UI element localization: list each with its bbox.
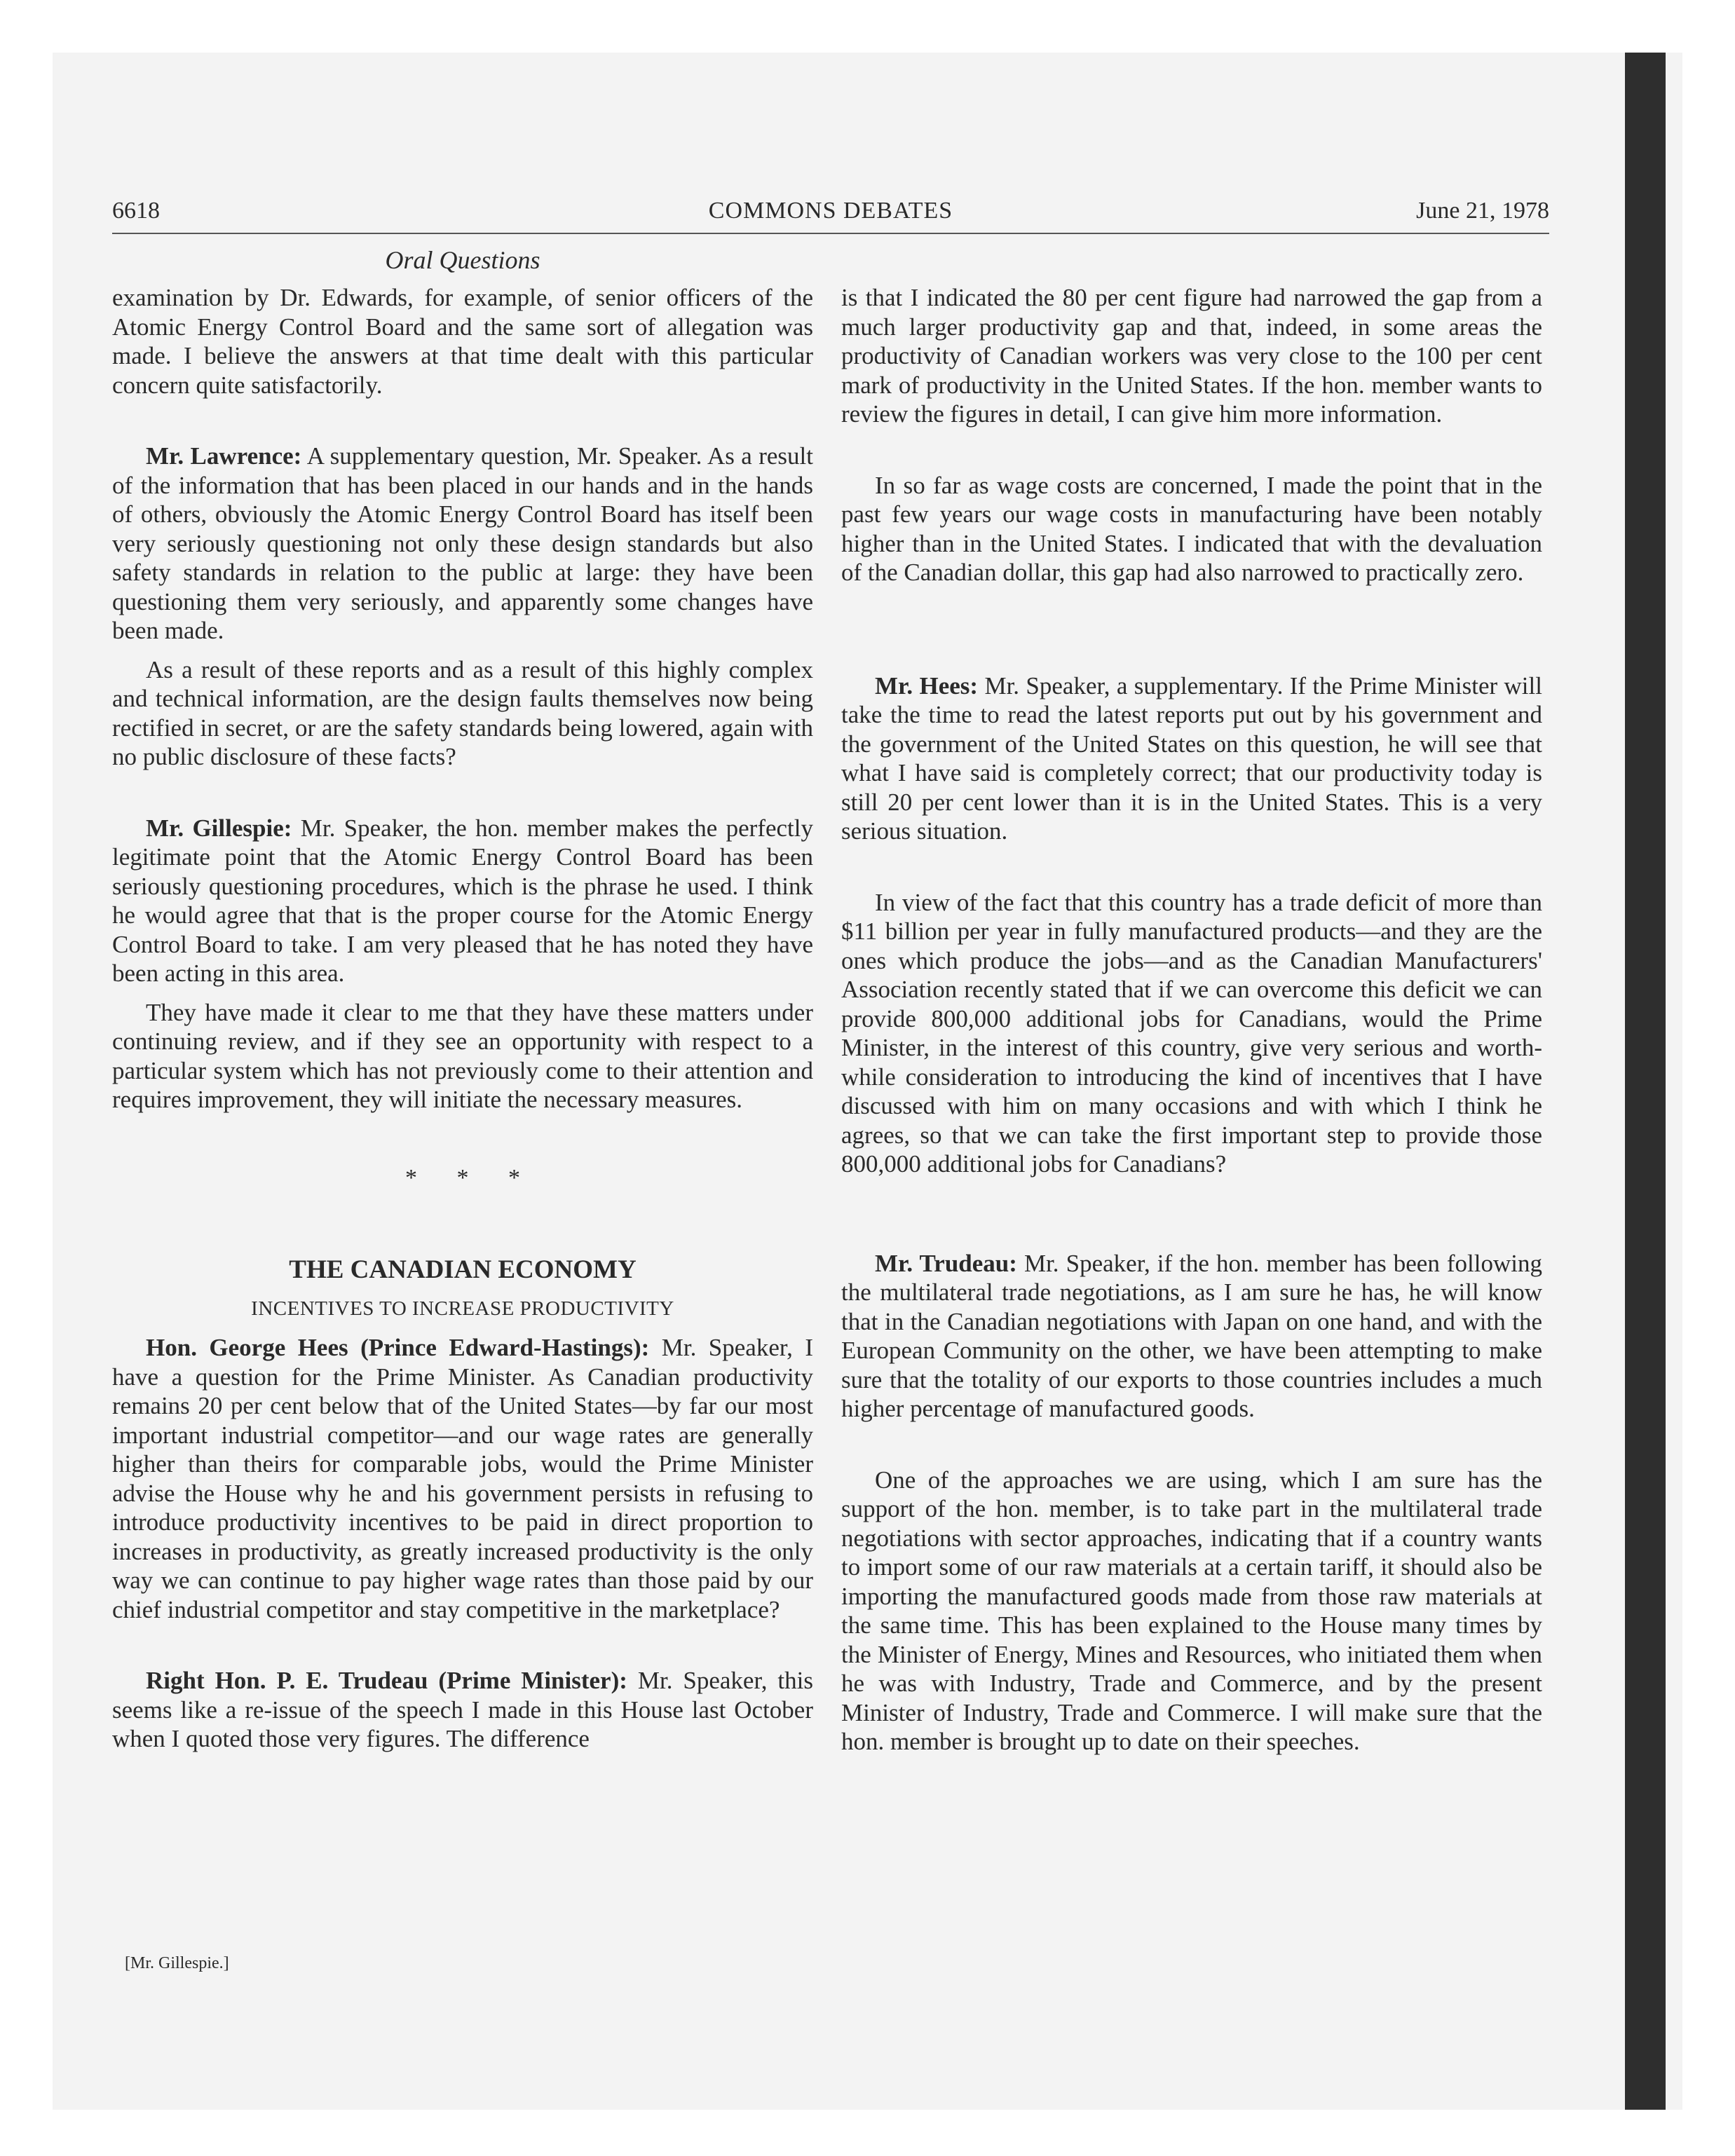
speech-text: Mr. Speaker, a supplementary. If the Prime Minister will take the time to read the latest reports put out by his government and the government of the United States on this question, he will see that what I have said is completely correct; that our productivity today is still 20 per cent lower than it is in the United States. This is a very serious situation.: [841, 671, 1542, 845]
paragraph: As a result of these reports and as a result of this highly complex and technical information, are the design faults themselves now being rectified in secret, or are the safety standards being lowered, again with no public disclosure of these facts?: [112, 655, 813, 770]
speaker-name: Mr. Gillespie:: [146, 814, 292, 842]
paragraph: [112, 1333, 813, 1624]
speaker-name: Mr. Lawrence:: [146, 442, 302, 470]
speech-text: Mr. Speaker, this seems like a re-issue of the speech I made in this House last October when I quoted those very figures. The difference: [112, 1667, 813, 1752]
speaker-name: Right Hon. P. E. Trudeau (Prime Minister):: [146, 1667, 627, 1694]
publication-date: June 21, 1978: [1416, 198, 1549, 224]
speech-text: Mr. Speaker, if the hon. member has been following the multilateral trade negotiations, as I am sure he has, he will know that in the Canadian negotiations with Japan on one hand, and with the European Community on the other, we have been attempting to make sure that the totality of our exports to those countries includes a much higher percentage of manufactured goods.: [841, 1249, 1542, 1422]
right-column: [841, 283, 1542, 1756]
section-divider: * * *: [405, 1164, 537, 1191]
paragraph: [841, 671, 1542, 846]
paragraph: is that I indicated the 80 per cent figure had narrowed the gap from a much larger productivity gap and that, indeed, in some areas the productivity of Canadian workers was very close to the 100 per cent mark of productivity in the United States. If the hon. member wants to review the figures in detail, I can give him more information.: [841, 284, 1542, 428]
speaker-name: Hon. George Hees (Prince Edward-Hastings):: [146, 1334, 650, 1361]
section-heading: THE CANADIAN ECONOMY: [289, 1255, 637, 1284]
speaker-name: Mr. Hees:: [875, 671, 979, 700]
scan-edge-bar: [1625, 53, 1666, 2110]
left-column: [112, 283, 813, 1754]
paragraph: [841, 1249, 1542, 1424]
publication-title: COMMONS DEBATES: [708, 198, 953, 224]
paragraph: In view of the fact that this country has a trade deficit of more than $11 billion per year in fully manufactured products—and they are the ones which produce the jobs—and as the Canadian Manufacturers' Association recently stated that if we can overcome this deficit we can provide 800,000 additional jobs for Canadians, would the Prime Minister, in the interest of this country, give very serious and worth-while consideration to introducing the kind of incentives that I have discussed with him on many occasions and with which I think he agrees, so that we can take the first important step to provide those 800,000 additional jobs for Canadians?: [841, 888, 1542, 1178]
paragraph: [112, 442, 813, 646]
speech-text: Mr. Speaker, the hon. member makes the perfectly legitimate point that the Atomic Energy Control Board has been seriously questioning procedures, which is the phrase he used. I think he would agree that that is the proper course for the Atomic Energy Control Board to take. I am very pleased that he has noted they have been acting in this area.: [112, 814, 813, 987]
paragraph: One of the approaches we are using, which I am sure has the support of the hon. member, is to take part in the multilateral trade negotiations with sector approaches, indicating that if a country wants to import some of our raw materials at a certain tariff, it should also be importing the manufactured goods made from those raw materials at the same time. This has been explained to the House many times by the Minister of Energy, Mines and Resources, who initiated them when he was with Industry, Trade and Commerce, and by the present Minister of Industry, Trade and Commerce. I will make sure that the hon. member is brought up to date on their speeches.: [841, 1466, 1542, 1755]
footnote: [Mr. Gillespie.]: [125, 1954, 229, 1972]
paragraph: examination by Dr. Edwards, for example, of senior officers of the Atomic Energy Control Board and the same sort of allegation was made. I believe the answers at that time dealt with this particular concern quite satisfactorily.: [112, 284, 813, 399]
paragraph: They have made it clear to me that they have these matters under continuing review, and if they see an opportunity with respect to a particular system which has not previously come to their attention and requires improvement, they will initiate the necessary measures.: [112, 998, 813, 1113]
speech-text: Mr. Speaker, I have a question for the Prime Minister. As Canadian productivity remains 20 per cent below that of the United States—by far our most important industrial competitor—and our wage rates are generally higher than theirs for comparable jobs, would the Prime Minister advise the House why he and his government persists in refusing to introduce productivity incentives to be paid in direct proportion to increases in productivity, as greatly increased productivity is the only way we can continue to pay higher wage rates than those paid by our chief industrial competitor and stay competitive in the marketplace?: [112, 1334, 814, 1623]
page-header: [112, 198, 1549, 234]
speech-text: A supplementary question, Mr. Speaker. As a result of the information that has been placed in our hands and in the hands of others, obviously the Atomic Energy Control Board has itself been very seriously questioning not only these design standards but also safety standards in relation to the public at large: they have been questioning them very seriously, and apparently some changes have been made.: [112, 442, 813, 644]
paragraph: [112, 1666, 813, 1754]
section-subheading: INCENTIVES TO INCREASE PRODUCTIVITY: [251, 1297, 674, 1320]
section-label: Oral Questions: [385, 246, 540, 274]
speaker-name: Mr. Trudeau:: [875, 1249, 1017, 1277]
page-number: 6618: [112, 198, 160, 224]
paragraph: [112, 814, 813, 988]
paragraph: In so far as wage costs are concerned, I made the point that in the past few years our wage costs in manufacturing have been notably higher than in the United States. I indicated that with the devaluation of the Canadian dollar, this gap had also narrowed to practically zero.: [841, 471, 1542, 586]
